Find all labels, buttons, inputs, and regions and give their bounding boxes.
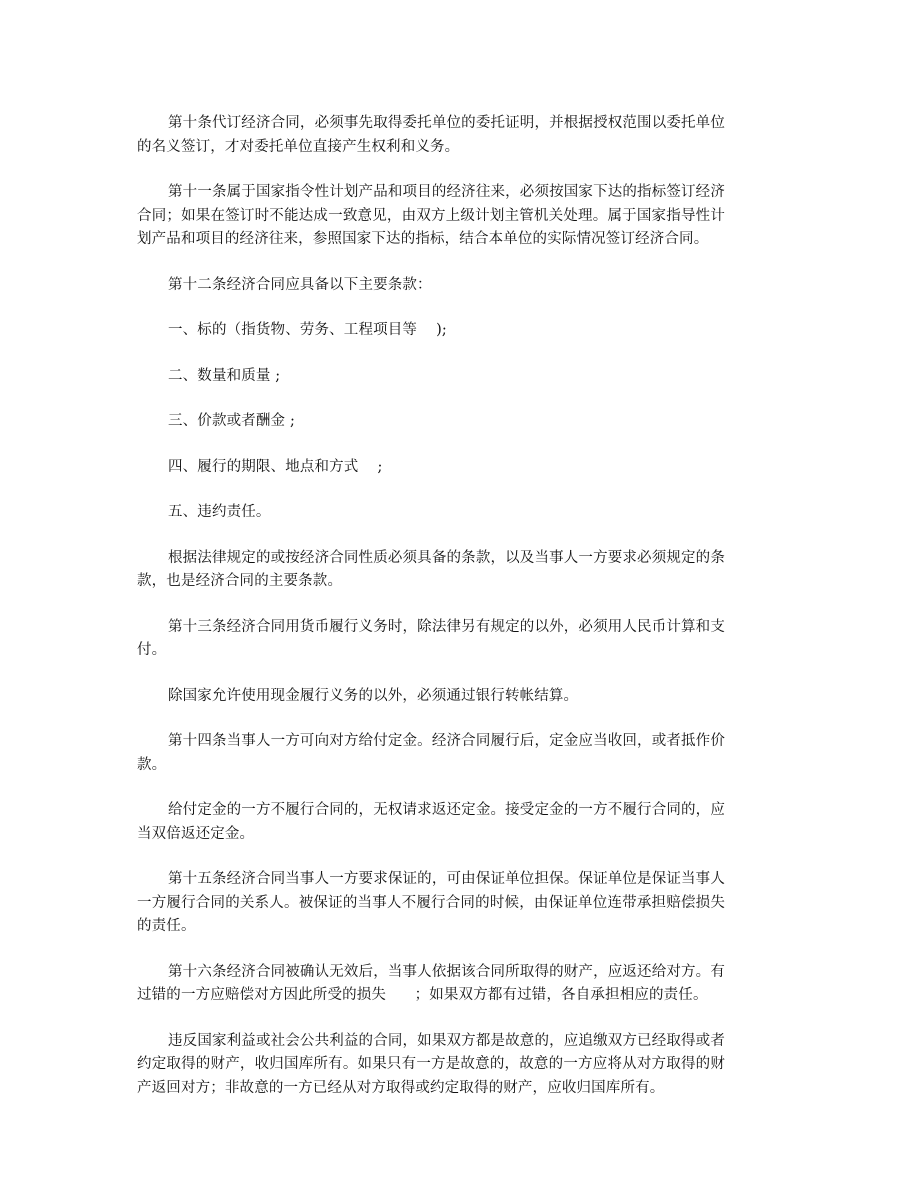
article-11-paragraph: 第十一条属于国家指令性计划产品和项目的经济往来，必须按国家下达的指标签订经济合同；如果在签订时不能达成一致意见，由双方上级计划主管机关处理。属于国家指导性计划产品和项目的经济往来，参照国家下达的指标，结合本单位的实际情况签订经济合同。 [137, 184, 725, 247]
clause-item-4: 四、履行的期限、地点和方式 ; [168, 458, 383, 475]
article-10-paragraph: 第十条代订经济合同，必须事先取得委托单位的委托证明，并根据授权范围以委托单位的名义签订，才对委托单位直接产生权利和义务。 [137, 115, 725, 155]
article-13-paragraph: 第十三条经济合同用货币履行义务时，除法律另有规定的以外，必须用人民币计算和支付。 [137, 618, 725, 658]
article-14-paragraph: 第十四条当事人一方可向对方给付定金。经济合同履行后，定金应当收回，或者抵作价款。 [137, 733, 725, 773]
clause-item-2: 二、数量和质量 ; [168, 367, 281, 384]
document-body [137, 112, 725, 1122]
article-15-paragraph: 第十五条经济合同当事人一方要求保证的，可由保证单位担保。保证单位是保证当事人一方履行合同的关系人。被保证的当事人不履行合同的时候，由保证单位连带承担赔偿损失的责任。 [137, 871, 725, 934]
clause-item-3: 三、价款或者酬金 ; [168, 413, 295, 429]
main-clauses-note-paragraph: 根据法律规定的或按经济合同性质必须具备的条款，以及当事人一方要求必须规定的条款，也是经济合同的主要条款。 [137, 549, 725, 589]
clause-item-5: 五、违约责任。 [168, 504, 271, 520]
article-16-paragraph: 第十六条经济合同被确认无效后，当事人依据该合同所取得的财产，应返还给对方。有过错的一方应赔偿对方因此所受的损失 ；如果双方都有过错，各自承担相应的责任。 [137, 963, 725, 1003]
article-12-heading: 第十二条经济合同应具备以下主要条款： [168, 276, 432, 293]
bank-transfer-paragraph: 除国家允许使用现金履行义务的以外，必须通过银行转帐结算。 [168, 687, 579, 704]
public-interest-paragraph: 违反国家利益或社会公共利益的合同，如果双方都是故意的，应追缴双方已经取得或者约定取得的财产，收归国库所有。如果只有一方是故意的，故意的一方应将从对方取得的财产返回对方；非故意的一方已经从对方取得或约定取得的财产，应收归国库所有。 [137, 1032, 725, 1096]
deposit-paragraph: 给付定金的一方不履行合同的，无权请求返还定金。接受定金的一方不履行合同的，应当双倍返还定金。 [137, 802, 725, 842]
clause-item-1: 一、标的（指货物、劳务、工程项目等 ); [168, 322, 447, 338]
